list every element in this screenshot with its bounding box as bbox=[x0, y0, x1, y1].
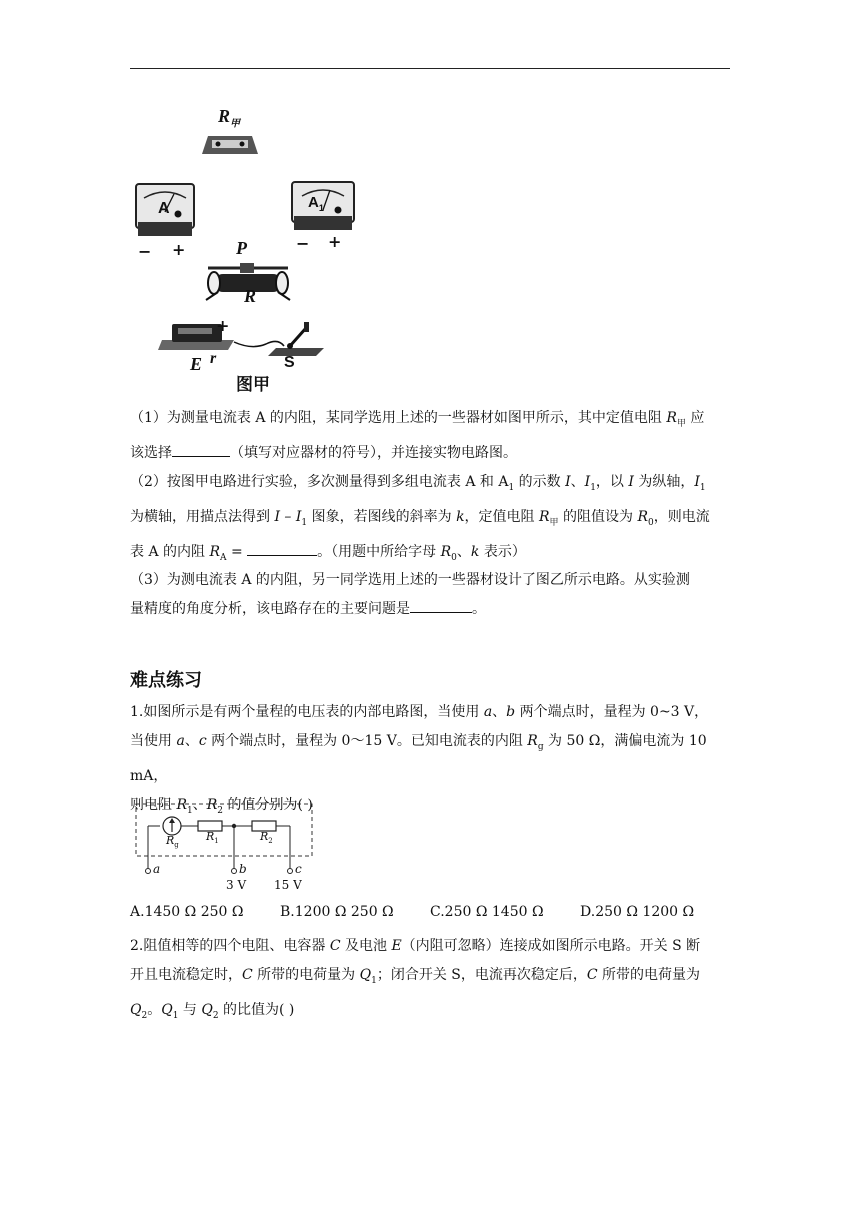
answer-blank[interactable] bbox=[172, 442, 230, 457]
ammeter-a-minus: − bbox=[138, 242, 152, 261]
problem-1-line-2: 当使用 a、c 两个端点时，量程为 0～15 V。已知电流表的内阻 $R_g$ 为 50 Ω，满偏电流为 10 mA， bbox=[130, 733, 707, 784]
figure-jia bbox=[120, 100, 380, 400]
problem-1-line-3: 则电阻 $R_1$、$R_2$ 的值分别为( ) bbox=[130, 796, 313, 816]
question-2 bbox=[130, 468, 730, 572]
ammeter-a1-plus: + bbox=[328, 232, 342, 251]
answer-blank[interactable] bbox=[410, 598, 472, 613]
question-2-line-2: 为横轴，用描点法得到 I – $I_1$ 图象，若图线的斜率为 k，定值电阻 $R_甲$ 的阻值设为 $R_0$，则电流 bbox=[130, 508, 710, 528]
circuit-3v-label: 3 V bbox=[226, 878, 247, 892]
rheostat-r-label: R bbox=[244, 286, 257, 306]
circuit-terminal-c: c bbox=[295, 862, 302, 876]
option-a[interactable]: A.1450 Ω 250 Ω bbox=[130, 904, 244, 920]
section-title: 难点练习 bbox=[130, 670, 202, 691]
circuit-terminal-a: a bbox=[153, 862, 161, 876]
switch-s-label: S bbox=[284, 354, 295, 371]
problem-2-line-2: 开且电流稳定时，C 所带的电荷量为 $Q_1$；闭合开关 S，电流再次稳定后，C 所带的电荷量为 bbox=[130, 967, 701, 986]
question-3-line-2: 量精度的角度分析，该电路存在的主要问题是 。 bbox=[130, 595, 730, 624]
question-3 bbox=[130, 566, 730, 624]
ammeter-a-plus: + bbox=[172, 240, 186, 259]
rheostat-p-label: P bbox=[236, 238, 247, 258]
option-b[interactable]: B.1200 Ω 250 Ω bbox=[280, 904, 394, 920]
answer-blank[interactable] bbox=[247, 541, 317, 556]
switch-image bbox=[232, 318, 328, 358]
question-1-line-2: 该选择 （填写对应器材的符号），并连接实物电路图。 bbox=[130, 439, 730, 468]
question-3-line-1: （3）为测电流表 A 的内阻，另一同学选用上述的一些器材设计了图乙所示电路。从实验测 bbox=[130, 572, 690, 588]
circuit-r2-label: $R_2$ bbox=[260, 830, 273, 846]
battery-plus: + bbox=[216, 316, 230, 335]
question-2-line-1: （2）按图甲电路进行实验，多次测量得到多组电流表 A 和 $A_1$ 的示数 I、$I_1$，以 I 为纵轴，$I_1$ bbox=[130, 474, 706, 493]
option-c[interactable]: C.250 Ω 1450 Ω bbox=[430, 904, 544, 920]
option-d[interactable]: D.250 Ω 1200 Ω bbox=[580, 904, 695, 920]
ammeter-a-letter: A bbox=[158, 200, 170, 217]
problem-2-line-3: $Q_2$。$Q_1$ 与 $Q_2$ 的比值为( ) bbox=[130, 1001, 295, 1021]
problem-1-line-1: 1.如图所示是有两个量程的电压表的内部电路图，当使用 a、b 两个端点时，量程为 0~3 V， bbox=[130, 704, 709, 720]
battery-e-label: E bbox=[190, 354, 203, 374]
question-2-line-3: 表 A 的内阻 $R_A$ = 。（用题中所给字母 $R_0$、k 表示） bbox=[130, 538, 730, 573]
fixed-resistor-image bbox=[200, 128, 260, 158]
problem-2 bbox=[130, 932, 730, 1031]
circuit-terminal-b: b bbox=[239, 862, 247, 876]
problem-2-line-1: 2.阻值相等的四个电阻、电容器 C 及电池 E（内阻可忽略）连接成如图所示电路。开关 S 断 bbox=[130, 938, 701, 954]
r-jia-label: $R_甲$ bbox=[218, 106, 241, 130]
circuit-15v-label: 15 V bbox=[274, 878, 302, 892]
question-1-line-1: （1）为测量电流表 A 的内阻，某同学选用上述的一些器材如图甲所示，其中定值电阻 $R_甲$ 应 bbox=[130, 410, 705, 429]
ammeter-a1-minus: − bbox=[296, 234, 310, 253]
ammeter-a1-letter: $A_1$ bbox=[308, 194, 324, 213]
circuit-rg-label: $R_g$ bbox=[166, 834, 179, 850]
header-rule bbox=[130, 68, 730, 69]
question-1 bbox=[130, 404, 730, 468]
battery-r-label: r bbox=[210, 350, 217, 367]
figure-jia-caption: 图甲 bbox=[236, 375, 270, 395]
circuit-r1-label: $R_1$ bbox=[206, 830, 219, 846]
